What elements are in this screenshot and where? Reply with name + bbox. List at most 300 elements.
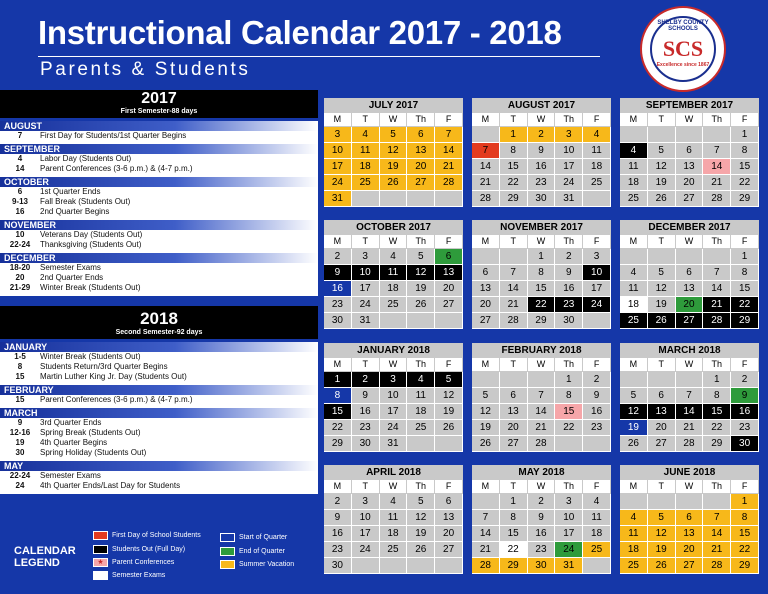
- day-cell: 1: [528, 249, 556, 265]
- event-row: [0, 207, 318, 217]
- weekday-label: T: [648, 358, 676, 372]
- event-description: Semester Exams: [40, 471, 101, 480]
- day-cell: 18: [620, 542, 648, 558]
- day-cell: 3: [555, 127, 583, 143]
- weekday-label: M: [620, 235, 648, 249]
- month-calendar: [620, 220, 759, 329]
- day-cell: 27: [676, 191, 704, 207]
- day-cell: 6: [407, 127, 435, 143]
- week-row: [620, 510, 759, 526]
- month-calendar: [324, 98, 463, 207]
- week-row: [620, 526, 759, 542]
- event-date: 14: [15, 164, 25, 173]
- day-cell: 20: [500, 420, 528, 436]
- day-cell: 20: [676, 542, 704, 558]
- day-cell: 8: [731, 143, 759, 159]
- week-row: [620, 175, 759, 191]
- weekday-label: W: [676, 235, 704, 249]
- day-cell: 8: [500, 143, 528, 159]
- weekday-label: T: [352, 235, 380, 249]
- day-cell: 1: [731, 494, 759, 510]
- event-description: Parent Conferences (3-6 p.m.) & (4-7 p.m.): [40, 164, 193, 173]
- day-cell: 26: [648, 191, 676, 207]
- day-cell: 14: [472, 159, 500, 175]
- event-row: [0, 481, 318, 491]
- end-quarter-swatch: [220, 547, 235, 556]
- weekday-label: T: [352, 113, 380, 127]
- week-row: [324, 249, 463, 265]
- day-cell: 27: [648, 436, 676, 452]
- day-cell: 9: [528, 510, 556, 526]
- day-cell: 19: [648, 297, 676, 313]
- event-row: [0, 263, 318, 273]
- event-row: [0, 187, 318, 197]
- day-cell: 22: [500, 175, 528, 191]
- day-cell: 27: [435, 297, 463, 313]
- calendar-legend: [0, 525, 318, 594]
- event-description: Students Return/3rd Quarter Begins: [40, 362, 168, 371]
- week-row: [472, 558, 611, 574]
- week-row: [472, 404, 611, 420]
- event-description: 1st Quarter Ends: [40, 187, 101, 196]
- day-cell: 12: [472, 404, 500, 420]
- event-date: 9-13: [11, 197, 28, 206]
- day-cell: 15: [324, 404, 352, 420]
- event-row: [0, 230, 318, 240]
- weekday-label: Th: [407, 113, 435, 127]
- day-cell: 12: [620, 404, 648, 420]
- day-cell: 2: [528, 127, 556, 143]
- week-row: [324, 494, 463, 510]
- day-cell: 29: [731, 558, 759, 574]
- month-title: JULY 2017: [324, 98, 463, 113]
- event-description: Veterans Day (Students Out): [40, 230, 143, 239]
- weekday-label: M: [324, 358, 352, 372]
- weekday-label: T: [500, 235, 528, 249]
- event-date: 4: [17, 154, 23, 163]
- day-cell: 23: [324, 542, 352, 558]
- weekday-header: [620, 480, 759, 494]
- event-description: Labor Day (Students Out): [40, 154, 132, 163]
- month-title: MAY 2018: [472, 465, 611, 480]
- week-row: [472, 526, 611, 542]
- event-date: 19: [15, 438, 25, 447]
- legend-students-out: [93, 545, 185, 554]
- day-cell: 4: [407, 372, 435, 388]
- day-cell: 25: [380, 297, 408, 313]
- day-cell: 19: [620, 420, 648, 436]
- event-description: 4th Quarter Begins: [40, 438, 108, 447]
- week-row: [620, 281, 759, 297]
- week-row: [324, 404, 463, 420]
- day-cell: 23: [324, 297, 352, 313]
- day-cell: 27: [500, 436, 528, 452]
- day-cell: 29: [731, 191, 759, 207]
- day-cell: 21: [435, 159, 463, 175]
- day-cell: 11: [620, 159, 648, 175]
- event-description: Parent Conferences (3-6 p.m.) & (4-7 p.m.): [40, 395, 193, 404]
- event-row: [0, 428, 318, 438]
- day-cell: [583, 558, 611, 574]
- day-cell: [435, 191, 463, 207]
- month-title: JUNE 2018: [620, 465, 759, 480]
- month-title: FEBRUARY 2018: [472, 343, 611, 358]
- day-cell: 24: [583, 297, 611, 313]
- event-row: [0, 352, 318, 362]
- weekday-label: T: [648, 235, 676, 249]
- day-cell: 27: [407, 175, 435, 191]
- day-cell: 3: [352, 249, 380, 265]
- day-cell: 17: [352, 526, 380, 542]
- day-cell: 21: [676, 420, 704, 436]
- day-cell: 18: [407, 404, 435, 420]
- day-cell: [703, 494, 731, 510]
- day-cell: 19: [380, 159, 408, 175]
- seal-monogram: SCS: [662, 36, 704, 61]
- event-description: Martin Luther King Jr. Day (Students Out): [40, 372, 187, 381]
- weekday-label: W: [380, 358, 408, 372]
- week-row: [472, 388, 611, 404]
- month-heading: FEBRUARY: [0, 385, 318, 395]
- weekday-label: T: [352, 358, 380, 372]
- event-row: [0, 395, 318, 405]
- week-row: [472, 510, 611, 526]
- day-cell: 24: [352, 542, 380, 558]
- day-cell: 3: [555, 494, 583, 510]
- day-cell: 23: [583, 420, 611, 436]
- page-title: Instructional Calendar 2017 - 2018: [38, 14, 562, 51]
- event-description: 3rd Quarter Ends: [40, 418, 102, 427]
- day-cell: 13: [676, 159, 704, 175]
- legend-title-line2: LEGEND: [14, 557, 60, 569]
- weekday-label: T: [500, 480, 528, 494]
- day-cell: 22: [500, 542, 528, 558]
- weekday-label: Th: [555, 235, 583, 249]
- weekday-header: [324, 480, 463, 494]
- day-cell: 9: [324, 265, 352, 281]
- event-date: 12-16: [9, 428, 31, 437]
- event-date: 18-20: [9, 263, 31, 272]
- day-cell: 25: [407, 420, 435, 436]
- students-out-swatch: [93, 545, 108, 554]
- day-cell: [528, 372, 556, 388]
- week-row: [324, 313, 463, 329]
- day-cell: 7: [472, 143, 500, 159]
- event-date: 15: [15, 395, 25, 404]
- weekday-label: F: [731, 480, 759, 494]
- month-title: APRIL 2018: [324, 465, 463, 480]
- day-cell: 31: [324, 191, 352, 207]
- month-heading: MAY: [0, 461, 318, 471]
- weekday-label: F: [583, 113, 611, 127]
- event-row: [0, 197, 318, 207]
- day-cell: 15: [731, 526, 759, 542]
- day-cell: 22: [703, 420, 731, 436]
- day-cell: 2: [528, 494, 556, 510]
- day-cell: 13: [407, 143, 435, 159]
- week-row: [620, 558, 759, 574]
- day-cell: 3: [380, 372, 408, 388]
- day-cell: 10: [555, 510, 583, 526]
- day-cell: 19: [648, 175, 676, 191]
- day-cell: [583, 436, 611, 452]
- day-cell: 1: [555, 372, 583, 388]
- week-row: [472, 127, 611, 143]
- day-cell: 17: [380, 404, 408, 420]
- day-cell: [583, 191, 611, 207]
- week-row: [620, 404, 759, 420]
- month-title: AUGUST 2017: [472, 98, 611, 113]
- day-cell: 26: [648, 313, 676, 329]
- day-cell: 8: [500, 510, 528, 526]
- week-row: [472, 542, 611, 558]
- day-cell: [500, 372, 528, 388]
- day-cell: 26: [407, 542, 435, 558]
- day-cell: 5: [648, 510, 676, 526]
- day-cell: 31: [352, 313, 380, 329]
- day-cell: 17: [352, 281, 380, 297]
- day-cell: 25: [583, 175, 611, 191]
- day-cell: 23: [352, 420, 380, 436]
- day-cell: 13: [435, 265, 463, 281]
- day-cell: 20: [676, 175, 704, 191]
- weekday-label: M: [324, 480, 352, 494]
- day-cell: 18: [380, 526, 408, 542]
- day-cell: 28: [500, 313, 528, 329]
- day-cell: 24: [352, 297, 380, 313]
- week-row: [620, 420, 759, 436]
- day-cell: 1: [703, 372, 731, 388]
- month-heading: MARCH: [0, 408, 318, 418]
- day-cell: 12: [407, 510, 435, 526]
- week-row: [324, 526, 463, 542]
- day-cell: 1: [500, 494, 528, 510]
- weekday-label: T: [500, 113, 528, 127]
- day-cell: 26: [407, 297, 435, 313]
- day-cell: 20: [472, 297, 500, 313]
- event-description: Winter Break (Students Out): [40, 283, 141, 292]
- day-cell: 16: [528, 159, 556, 175]
- week-row: [324, 436, 463, 452]
- day-cell: 25: [583, 542, 611, 558]
- day-cell: [407, 436, 435, 452]
- day-cell: 13: [676, 281, 704, 297]
- day-cell: 28: [435, 175, 463, 191]
- day-cell: 6: [676, 510, 704, 526]
- day-cell: 4: [620, 510, 648, 526]
- week-row: [620, 265, 759, 281]
- day-cell: 24: [380, 420, 408, 436]
- weekday-header: [620, 358, 759, 372]
- day-cell: 29: [500, 558, 528, 574]
- day-cell: 15: [731, 159, 759, 175]
- day-cell: [703, 127, 731, 143]
- day-cell: 16: [324, 526, 352, 542]
- weekday-label: T: [648, 113, 676, 127]
- weekday-label: Th: [555, 480, 583, 494]
- day-cell: [620, 494, 648, 510]
- day-cell: 4: [620, 265, 648, 281]
- week-row: [472, 265, 611, 281]
- event-description: Thanksgiving (Students Out): [40, 240, 142, 249]
- weekday-label: W: [380, 235, 408, 249]
- day-cell: 29: [500, 191, 528, 207]
- day-cell: 25: [620, 191, 648, 207]
- day-cell: 21: [703, 297, 731, 313]
- start-quarter-swatch: [220, 533, 235, 542]
- weekday-label: M: [472, 113, 500, 127]
- week-row: [324, 388, 463, 404]
- day-cell: 7: [703, 510, 731, 526]
- day-cell: 12: [648, 526, 676, 542]
- week-row: [620, 143, 759, 159]
- week-row: [620, 297, 759, 313]
- day-cell: 9: [324, 510, 352, 526]
- day-cell: 18: [380, 281, 408, 297]
- week-row: [324, 127, 463, 143]
- legend-start-quarter: [220, 533, 287, 542]
- day-cell: 4: [380, 494, 408, 510]
- event-date: 16: [15, 207, 25, 216]
- legend-first-day: [93, 531, 201, 540]
- event-row: [0, 154, 318, 164]
- day-cell: 25: [620, 558, 648, 574]
- day-cell: 4: [583, 127, 611, 143]
- day-cell: 14: [500, 281, 528, 297]
- day-cell: 19: [648, 542, 676, 558]
- weekday-label: W: [528, 113, 556, 127]
- day-cell: [435, 558, 463, 574]
- semester-1-year: 2017: [141, 90, 177, 107]
- day-cell: 15: [500, 526, 528, 542]
- day-cell: 6: [676, 265, 704, 281]
- day-cell: [352, 558, 380, 574]
- day-cell: 18: [620, 175, 648, 191]
- month-title: MARCH 2018: [620, 343, 759, 358]
- event-row: [0, 372, 318, 382]
- day-cell: 7: [528, 388, 556, 404]
- day-cell: [676, 249, 704, 265]
- event-description: Winter Break (Students Out): [40, 352, 141, 361]
- day-cell: [676, 372, 704, 388]
- weekday-label: T: [352, 480, 380, 494]
- week-row: [620, 159, 759, 175]
- day-cell: 7: [703, 265, 731, 281]
- event-description: 4th Quarter Ends/Last Day for Students: [40, 481, 181, 490]
- day-cell: 4: [380, 249, 408, 265]
- semester-2-label: Second Semester-92 days: [115, 329, 203, 336]
- day-cell: 27: [676, 558, 704, 574]
- seal-motto: Excellence since 1867: [656, 62, 710, 68]
- legend-first-day-label: First Day of School Students: [112, 532, 201, 539]
- day-cell: 17: [555, 526, 583, 542]
- day-cell: 23: [731, 420, 759, 436]
- weekday-label: W: [676, 480, 704, 494]
- day-cell: 30: [324, 313, 352, 329]
- month-heading: DECEMBER: [0, 253, 318, 263]
- day-cell: 14: [472, 526, 500, 542]
- day-cell: [407, 313, 435, 329]
- event-description: Semester Exams: [40, 263, 101, 272]
- day-cell: 18: [352, 159, 380, 175]
- month-calendar: [620, 465, 759, 574]
- day-cell: 15: [703, 404, 731, 420]
- day-cell: 8: [324, 388, 352, 404]
- weekday-label: F: [435, 235, 463, 249]
- day-cell: 10: [555, 143, 583, 159]
- day-cell: 14: [703, 281, 731, 297]
- day-cell: 8: [555, 388, 583, 404]
- legend-title-line1: CALENDAR: [14, 545, 76, 557]
- week-row: [472, 249, 611, 265]
- day-cell: 13: [500, 404, 528, 420]
- day-cell: 2: [555, 249, 583, 265]
- day-cell: 30: [352, 436, 380, 452]
- day-cell: 9: [352, 388, 380, 404]
- day-cell: 15: [500, 159, 528, 175]
- event-row: [0, 471, 318, 481]
- event-row: [0, 131, 318, 141]
- event-date: 24: [15, 481, 25, 490]
- day-cell: 13: [435, 510, 463, 526]
- weekday-header: [324, 358, 463, 372]
- day-cell: 18: [583, 159, 611, 175]
- day-cell: 30: [528, 558, 556, 574]
- event-date: 20: [15, 273, 25, 282]
- day-cell: 17: [583, 281, 611, 297]
- day-cell: [648, 372, 676, 388]
- day-cell: 5: [648, 265, 676, 281]
- day-cell: [380, 558, 408, 574]
- weekday-header: [324, 113, 463, 127]
- day-cell: 20: [407, 159, 435, 175]
- legend-conferences: [93, 558, 174, 567]
- page-subtitle: Parents & Students: [40, 59, 251, 80]
- legend-end-quarter-label: End of Quarter: [239, 548, 285, 555]
- weekday-label: W: [380, 113, 408, 127]
- month-calendar: [620, 98, 759, 207]
- day-cell: 6: [435, 494, 463, 510]
- day-cell: 1: [731, 127, 759, 143]
- event-date: 30: [15, 448, 25, 457]
- week-row: [324, 420, 463, 436]
- weekday-label: Th: [703, 113, 731, 127]
- day-cell: 7: [435, 127, 463, 143]
- day-cell: 13: [472, 281, 500, 297]
- weekday-label: T: [648, 480, 676, 494]
- month-heading: OCTOBER: [0, 177, 318, 187]
- day-cell: 5: [407, 249, 435, 265]
- day-cell: 2: [324, 249, 352, 265]
- week-row: [472, 159, 611, 175]
- weekday-label: W: [380, 480, 408, 494]
- event-description: 2nd Quarter Ends: [40, 273, 104, 282]
- day-cell: 22: [528, 297, 556, 313]
- day-cell: 26: [648, 558, 676, 574]
- semester-2-year: 2018: [140, 309, 178, 328]
- day-cell: 25: [620, 313, 648, 329]
- legend-students-out-label: Students Out (Full Day): [112, 546, 186, 553]
- week-row: [324, 542, 463, 558]
- day-cell: 5: [380, 127, 408, 143]
- week-row: [472, 494, 611, 510]
- day-cell: 19: [435, 404, 463, 420]
- day-cell: [620, 372, 648, 388]
- day-cell: 20: [435, 526, 463, 542]
- month-heading: JANUARY: [0, 342, 318, 352]
- day-cell: [407, 191, 435, 207]
- day-cell: 8: [731, 510, 759, 526]
